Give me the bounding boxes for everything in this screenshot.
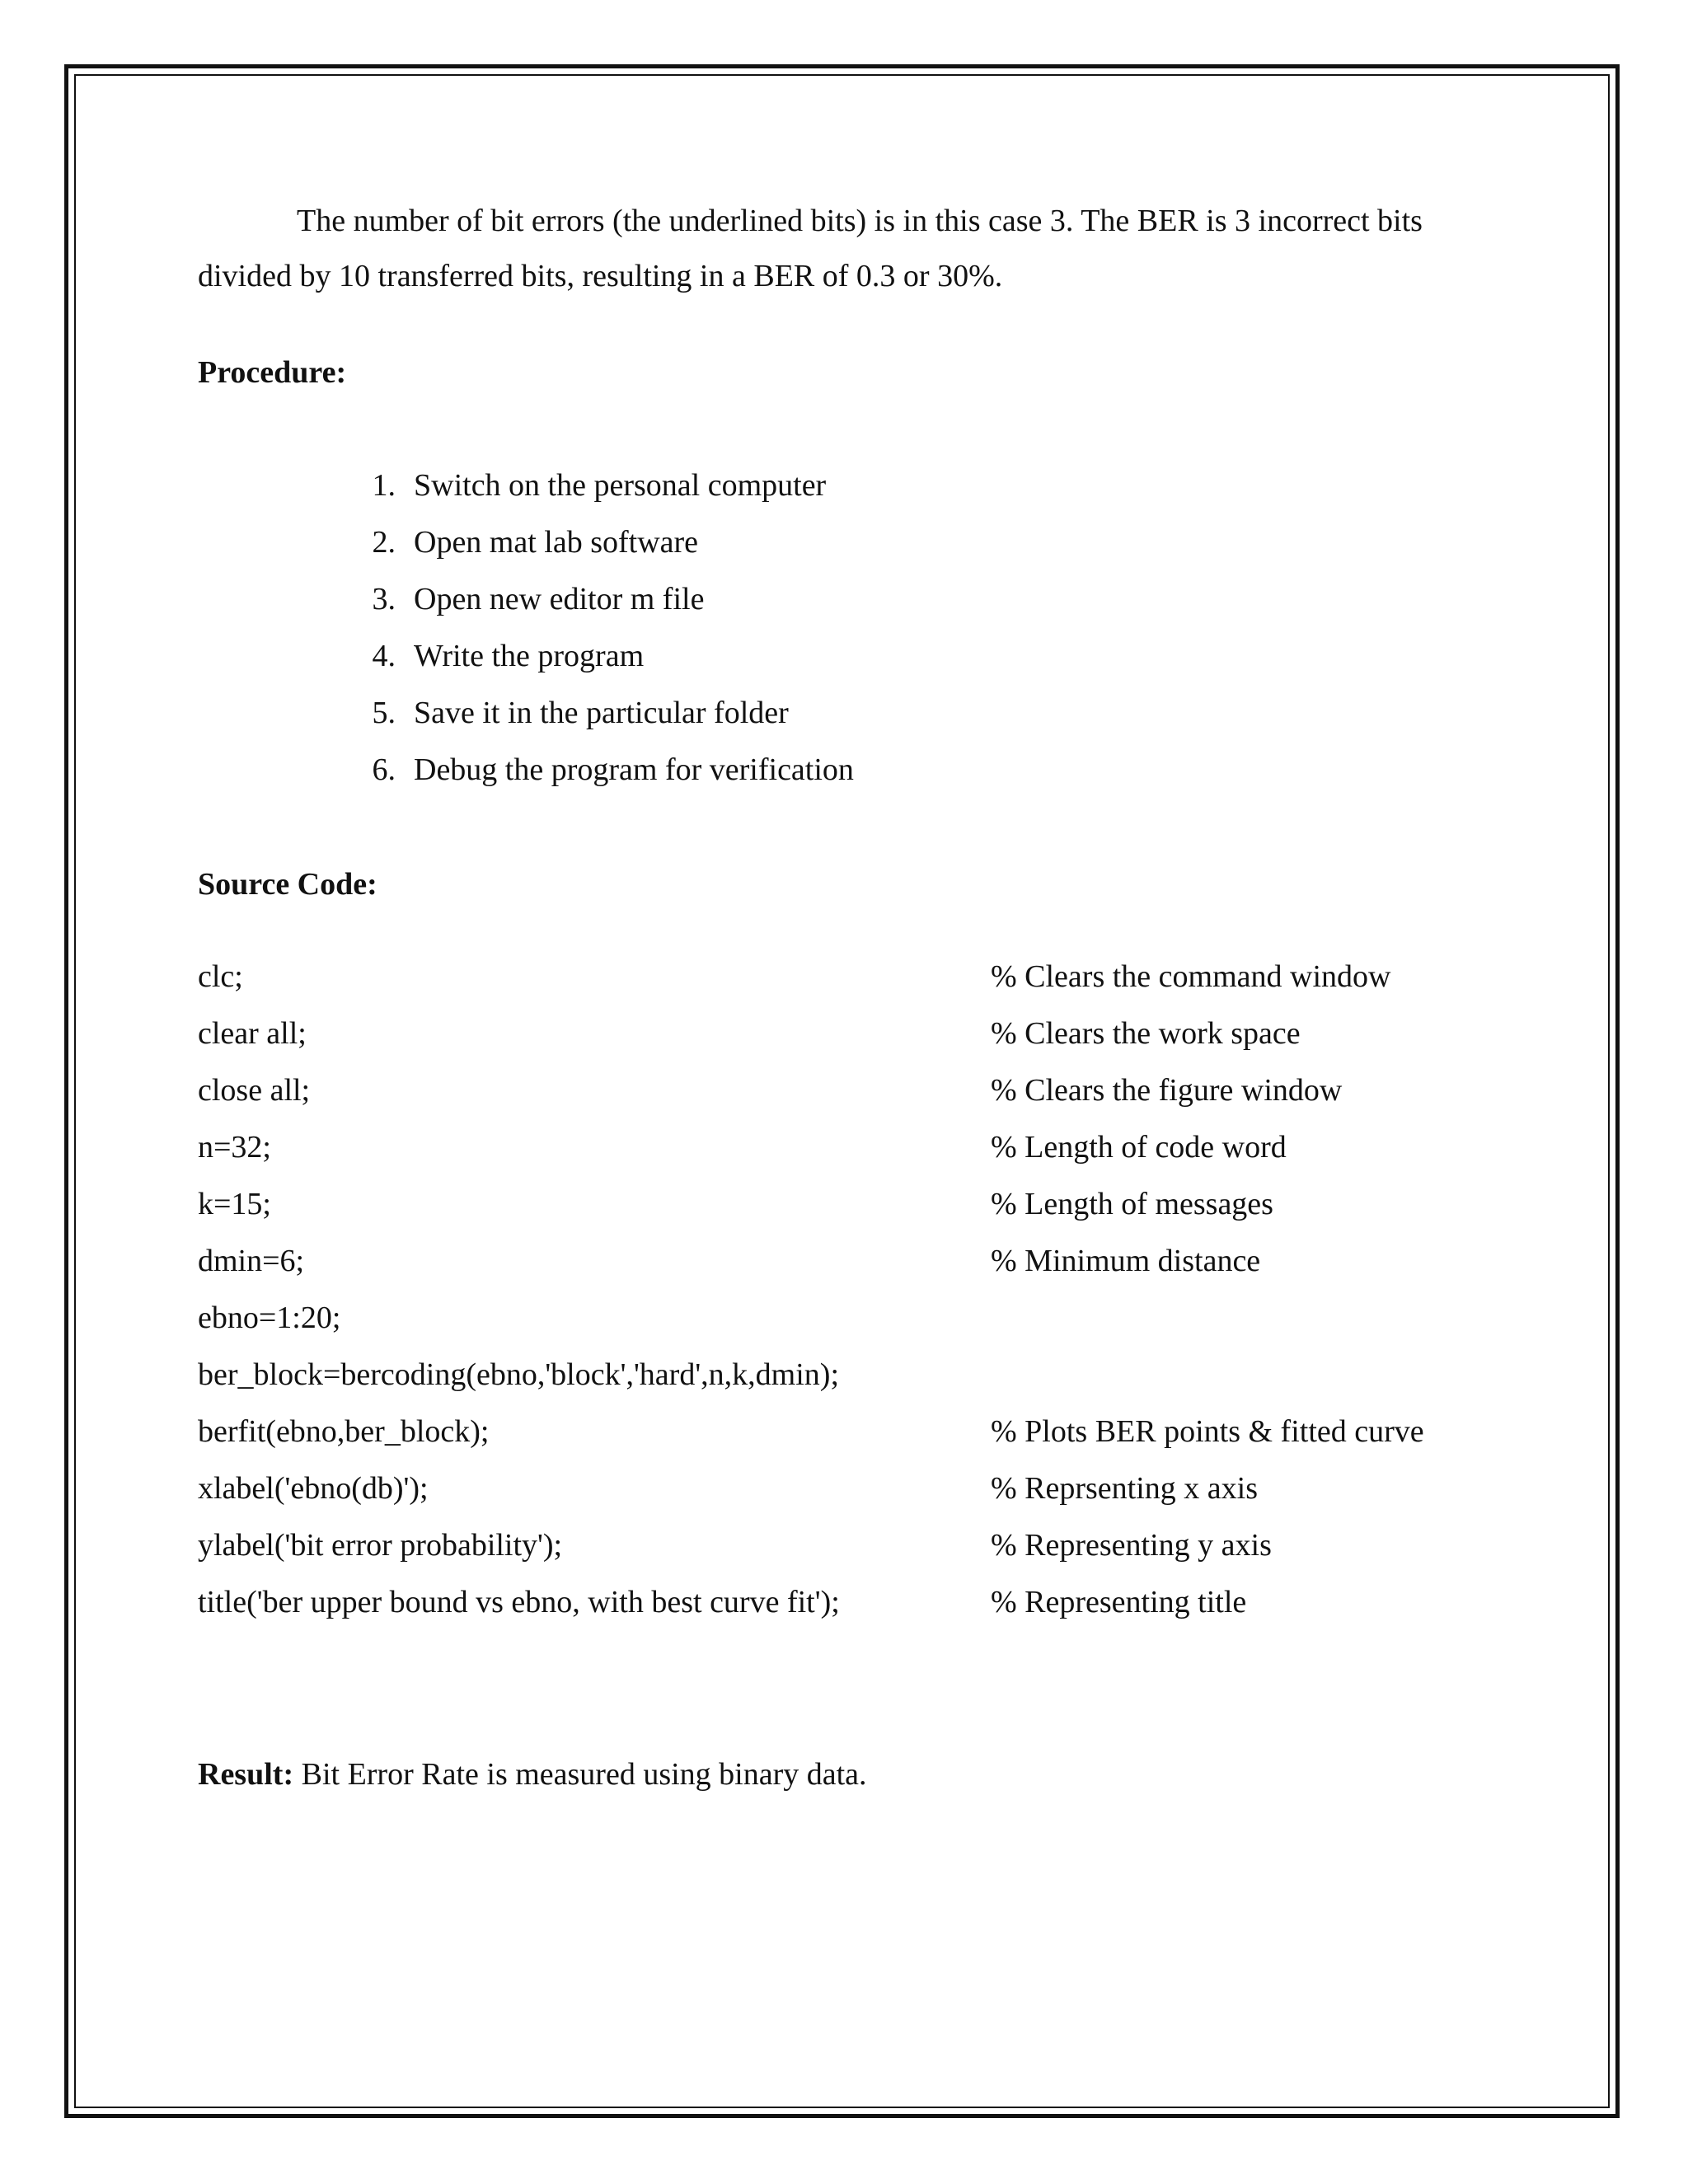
intro-paragraph: The number of bit errors (the underlined bits) is in this case 3. The BER is 3 incorrect bits divided by 10 transferred bits, resulting in a BER of 0.3 or 30%. bbox=[198, 204, 1423, 293]
code-row bbox=[198, 1518, 1484, 1575]
procedure-step bbox=[346, 629, 1484, 686]
source-code-block bbox=[198, 949, 1484, 1632]
step-text: Switch on the personal computer bbox=[414, 468, 827, 503]
step-number: 1. bbox=[372, 468, 396, 503]
procedure-step bbox=[346, 743, 1484, 799]
code-row bbox=[198, 1234, 1484, 1291]
code-row bbox=[198, 1120, 1484, 1177]
code-row bbox=[198, 1347, 1484, 1404]
code-comment: % Reprsenting x axis bbox=[991, 1471, 1259, 1506]
code-line: clear all; bbox=[198, 1016, 307, 1051]
code-line: ylabel('bit error probability'); bbox=[198, 1528, 563, 1563]
code-row bbox=[198, 1177, 1484, 1234]
step-number: 2. bbox=[372, 525, 396, 560]
source-code-heading: Source Code: bbox=[198, 867, 377, 902]
step-number: 5. bbox=[372, 696, 396, 730]
code-comment: % Length of messages bbox=[991, 1187, 1273, 1221]
code-row bbox=[198, 1063, 1484, 1120]
procedure-step bbox=[346, 686, 1484, 743]
code-line: close all; bbox=[198, 1073, 311, 1108]
code-row bbox=[198, 1404, 1484, 1461]
code-row bbox=[198, 1006, 1484, 1063]
code-line: clc; bbox=[198, 959, 243, 994]
code-comment: % Representing title bbox=[991, 1585, 1247, 1619]
step-text: Open new editor m file bbox=[414, 582, 705, 616]
document-content bbox=[198, 194, 1484, 1834]
code-line: ber_block=bercoding(ebno,'block','hard',n,k,dmin); bbox=[198, 1357, 839, 1392]
code-line: xlabel('ebno(db)'); bbox=[198, 1471, 429, 1506]
code-comment: % Plots BER points & fitted curve bbox=[991, 1414, 1424, 1449]
step-number: 4. bbox=[372, 639, 396, 673]
code-line: ebno=1:20; bbox=[198, 1301, 341, 1335]
step-number: 3. bbox=[372, 582, 396, 616]
result-text: Bit Error Rate is measured using binary data. bbox=[293, 1757, 867, 1792]
result-label: Result: bbox=[198, 1757, 294, 1792]
code-comment: % Clears the work space bbox=[991, 1016, 1301, 1051]
procedure-steps-list bbox=[198, 458, 1484, 799]
procedure-step bbox=[346, 458, 1484, 515]
code-comment: % Clears the command window bbox=[991, 959, 1391, 994]
code-comment: % Clears the figure window bbox=[991, 1073, 1343, 1108]
code-row bbox=[198, 949, 1484, 1006]
step-text: Debug the program for verification bbox=[414, 752, 854, 787]
step-text: Save it in the particular folder bbox=[414, 696, 789, 730]
code-comment: % Length of code word bbox=[991, 1130, 1287, 1165]
procedure-heading: Procedure: bbox=[198, 355, 347, 390]
code-line: title('ber upper bound vs ebno, with best curve fit'); bbox=[198, 1585, 840, 1619]
step-number: 6. bbox=[372, 752, 396, 787]
result-paragraph bbox=[198, 1747, 1484, 1802]
code-line: n=32; bbox=[198, 1130, 271, 1165]
code-comment: % Representing y axis bbox=[991, 1528, 1272, 1563]
code-line: dmin=6; bbox=[198, 1244, 305, 1278]
code-comment: % Minimum distance bbox=[991, 1244, 1261, 1278]
code-row bbox=[198, 1575, 1484, 1632]
code-line: k=15; bbox=[198, 1187, 271, 1221]
procedure-step bbox=[346, 515, 1484, 572]
code-line: berfit(ebno,ber_block); bbox=[198, 1414, 490, 1449]
step-text: Open mat lab software bbox=[414, 525, 699, 560]
code-row bbox=[198, 1291, 1484, 1347]
code-row bbox=[198, 1461, 1484, 1518]
step-text: Write the program bbox=[414, 639, 645, 673]
procedure-step bbox=[346, 572, 1484, 629]
